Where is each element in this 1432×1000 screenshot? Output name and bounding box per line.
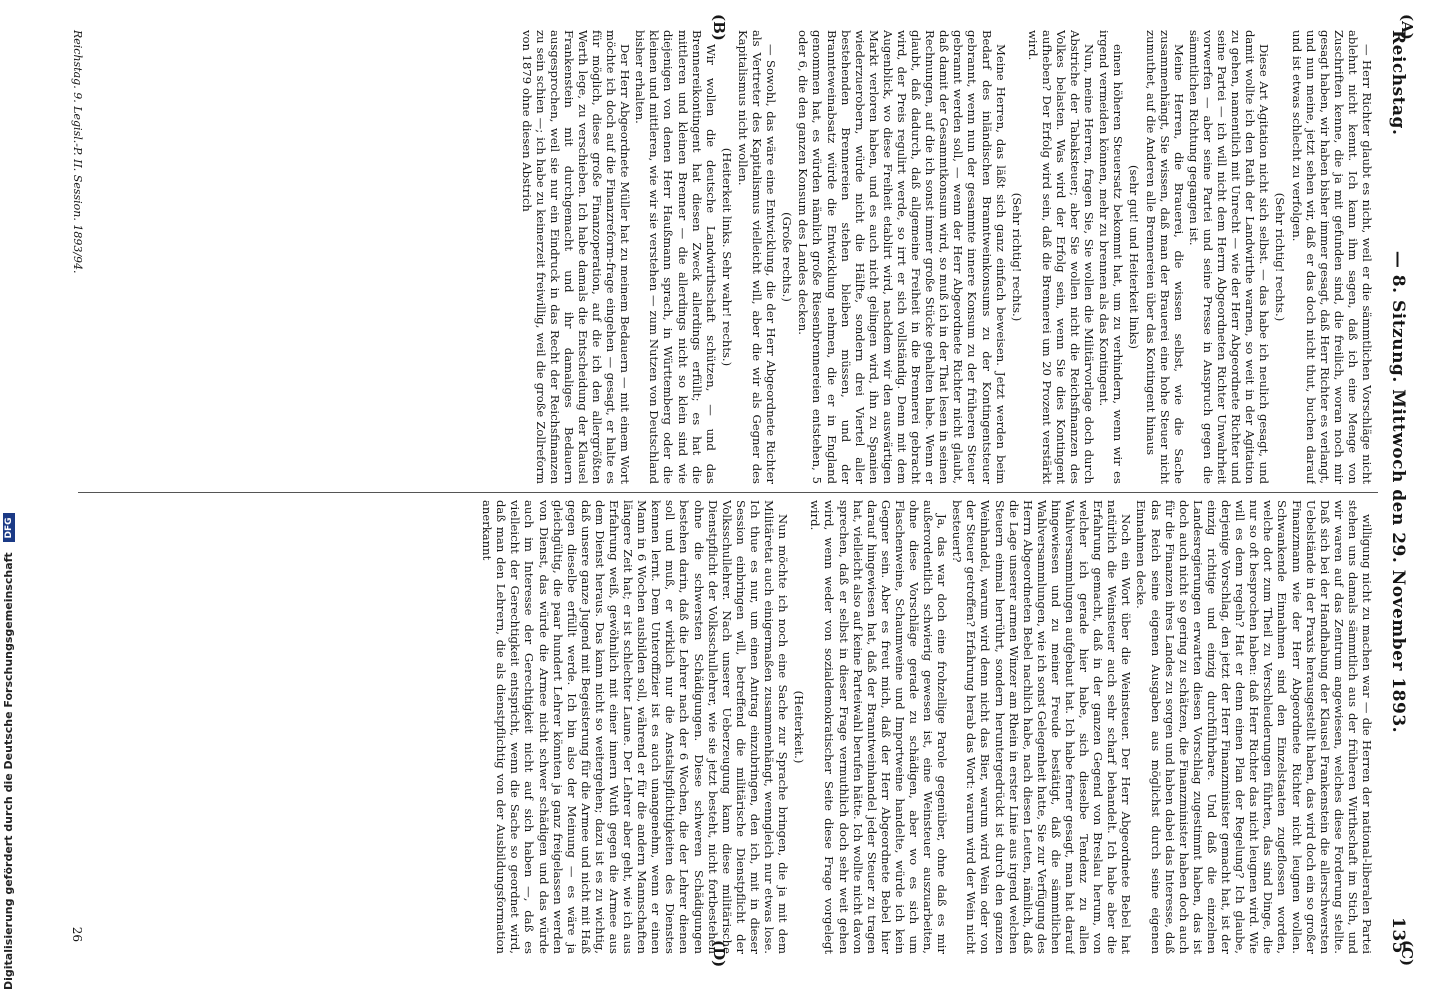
paragraph: Nun möchte ich noch eine Sache zur Sprache bringen, die ja mit dem Militäretat auch einigermaßen zusammenhängt, wenngleich nur etwas lose. Ich thue es nur, um einen Antrag einzubringen, den ich, mit in dieser Session einbringen will, betreffend die militärische Dienstpflicht der Volksschullehrer. Nach unserer Ueberzeugung kann diese militärische Dienstpflicht der Volksschullehrer, wie sie jetzt besteht, nicht fortbestehen ohne die schwersten Schädigungen. Diese schweren Schädigungen bestehen darin, daß die Lehrer nach der 6 Wochen, die der Lehrer dienen soll und muß, er wirklich nur die Anstaltspflichtigkeiten des Dienstes kennen lernt. Dem Unteroffizier ist es auch unangenehm, wenn er einen Mann in 6 Wochen ausbilden soll, während er für die andern Mannschaften längere Zeit hat; er ist schlechter Laune. Der Lehrer aber geht, wie ich aus Erfahrung weiß, gewöhnlich mit einer innern Wuth gegen die Armee aus dem Dienst heraus. Das kann nicht so weitergehen; dazu ist es zu wichtig, daß unsere ganze Jugend mit Begeisterung für die Armee und nicht mit Haß gegen dieselbe erfüllt werde. Ich bin also der Meinung — es wäre ja gleichgültig, die paar hundert Lehrer könnten ja ganz freigelassen werden von Dienst, das würde die Armee nicht schwer schädigen und das würde auch im Interesse der Gerechtigkeit nicht auf sich haben —, daß es vielleicht der Gerechtigkeit entspricht, wenn die Sache so geordnet wird, daß man den Lehrern, die als dienstpflichtig von der Ausbildungsformation anerkannt <box>480 500 791 954</box>
paragraph: Noch ein Wort über die Weinsteuer. Der Herr Abgeordnete Bebel hat natürlich die Weinsteuer auch sehr scharf behandelt. Ich habe aber die Erfahrung gemacht, daß in der ganzen Gegend von Breslau herum, von welcher ich gerade hier habe, sich dieselbe Tendenz zu allen Wahlversammlungen aufgebaut hat. Ich habe ferner gesagt, man hat darauf hingewiesen und zu meiner Freude bestätigt, daß die sämmtlichen Wahlversammlungen, wie ich sonst Gelegenheit hatte, Sie zur Verfügung des Herrn Abgeordneten Bebel nachlich habe, nach diesen Leuten, nämlich, daß die Lage unserer armen Winzer am Rhein in erster Linie aus irgend welchen Steuern einmal herrührt, sondern heruntergedrückt ist durch den ganzen Weinhandel, warum wird denn nicht das Bier, warum wird Wein oder von der Steuer getroffen? Erfahrung herab das Wort: warum wird der Wein nicht besteuert? <box>950 500 1134 954</box>
paragraph: — Herr Richter glaubt es nicht, weil er die sämmtlichen Vorschläge nicht ablehnt nicht kennt. Ich kann ihm sagen, daß ich eine Menge von Zuschriften kenne, die ja mit gefunden sind, die freilich, woran noch mir gesagt haben, wir haben bisher immer gesagt, daß Herr Richter es verlangt, und nun meine, jetzt sehen wir, daß er das doch nicht thut, buchen darauf und ist etwas schlecht zu verfolgen. <box>1289 30 1374 484</box>
digitization-credit-text: Digitalisierung gefördert durch die Deutsche Forschungsgemeinschaft <box>2 552 15 990</box>
margin-label-c: (C) <box>1398 940 1416 967</box>
paragraph: einen höheren Steuersatz bekommt hat, um zu verhindern, wenn wir es irgend vermeiden können, mehr zu brennen als das Kontingent. <box>1097 30 1126 484</box>
page-content-rotated <box>58 12 1418 972</box>
paragraph: Meine Herren, die Brauerei, die wissen selbst, wie die Sache zusammenhängt, Sie wissen, daß man der Brauerei eine hohe Steuer nicht zumuthet, auf die Anderen alle Brennereien über das Kontingent hinaus <box>1143 30 1186 484</box>
footer-page-number: 26 <box>70 926 84 942</box>
interjection: (sehr gut! und Heiterkeit links) <box>1127 164 1142 350</box>
dfg-logo-icon: DFG <box>3 513 15 542</box>
header-center: — 8. Sitzung. Mittwoch den 29. November 1893. <box>1388 250 1408 734</box>
digitization-credit-strip <box>0 0 22 1000</box>
digitization-credit <box>2 517 20 990</box>
right-column <box>84 500 1374 954</box>
paragraph: Nun, meine Herren, fragen Sie, Sie wollen die Militärvorlage doch durch Abstriche der Tabaksteuer; aber Sie wollen nicht die Reichsfinanzen des Volkes belasten. Was wird der Erfolg sein, wenn Sie dies Kontingent aufheben? Der Erfolg wird sein, daß die Brennerei um 20 Prozent verstärkt wird. <box>1025 30 1097 484</box>
paragraph: Meine Herren, das läßt sich ganz einfach beweisen. Jetzt werden beim Bedarf des inländischen Branntweinkonsums zu der Kontingentsteuer gebrannt, wenn nun der gesammte innere Konsum zu der früheren Steuer gebrannt werden soll, — wenn der Herr Abgeordnete Richter nicht glaubt, daß damit der Gesammtkonsum wird, so muß ich in der That lesen in seinen Rechnungen, auf die ich sonst immer große Stücke gehalten habe. Wenn er glaubt, daß dadurch, daß allgemeine Freiheit in die Brennerei gebracht wird, der Preis regulirt werde, so irrt er sich vollständig. Denn mit dem Augenblick, wo diese Freiheit etablirt wird, nachdem wir den auswärtigen Markt verloren haben, und es auch nicht gelingen wird, ihn zu Spanien wiederzuerobern, würde nicht die Hälfte, sondern drei Viertel aller bestehenden Brennereien stehen bleiben müssen, und der Brannteweinabsatz würde die Entwicklung nehmen, die er in England genommen hat, es würden nämlich große Riesenbrennereien entstehen, 5 oder 6, die den ganzen Konsum des Landes decken. <box>796 30 1008 484</box>
scanned-page <box>58 12 1418 972</box>
interjection: (Große rechts.) <box>780 212 795 302</box>
interjection: (Sehr richtig! rechts.) <box>1009 192 1024 322</box>
interjection: (Sehr richtig! rechts.) <box>1273 192 1288 322</box>
paragraph: Diese Art Agitation nicht sich selbst. — das habe ich neulich gesagt, und damit wollte ich den Rath der Landwirthe warnen, so weit in der Agitation zu gehen, namentlich mit Unrecht — wie der Herr Abgeordnete Richter und seine Partei — ich will nicht dem Herrn Abgeordneten Richter Unwahrheit vorwerfen — aber seine Partei und seine Presse in Anspruch gegen die sämmtlichen Richtung gegangen ist. <box>1186 30 1272 484</box>
header-left: Reichstag. <box>1388 30 1408 136</box>
header-page-number: 135 <box>1388 917 1408 954</box>
paragraph: Ja, das war doch eine frohzellige Parole gegenüber, ohne daß es mir außerordentlich schwierig gewesen ist, eine Weinsteuer auszuarbeiten, ohne diese Vorschläge gerade zu schädigen, aber wo es sich um Flaschenweine, Schaumweine und Importweine handelte, würde ich kein Gegner sein. Aber es freut mich, daß der Herr Abgeordnete Bebel hier darauf hingewiesen hat, daß der Branntweinhandel jeder Steuer zu tragen hat, vielleicht also auf keine Parteiwahl berufen hätte. Ich wollte nicht davon sprechen, daß er selbst in dieser Frage vermuthlich doch sehr weit gehen wird, wenn weder von sozialdemokratischer Seite diese Frage vorgelegt wird. <box>808 500 950 954</box>
interjection: (Heiterkeit.) <box>792 690 807 764</box>
margin-label-d: (D) <box>710 940 728 968</box>
paragraph: willigung nicht zu machen war — die Herren der national-liberalen Partei stehen uns damals sämmtlich aus der früheren Wirthschaft im Stich, und wir waren auf das Zentrum angewiesen, welches diese Forderung stellte. Daß sich bei der Handhabung der Klausel Frankenstein die allerschwersten Uebelstände in der Praxis herausgestellt haben, das wird doch ein so großer Finanzmann wie der Herr Abgeordnete Richter nicht leugnen wollen. Schwankende Einnahmen sind den Einzelstaaten zugeflossen worden, welche dort zum Theil zu Verschleuderungen führten, das sind Dinge, die nur so oft besprochen haben: daß Herr Richter das nicht leugnen wird. Wie will es denn regeln? Hat er denn einen Plan der Regelung? Ich glaube, derjenige Vorschlag, den jetzt der Herr Finanzminister gemacht hat, ist der einzig richtige und einzig durchführbare. Und daß die einzelnen Landesregierungen erwarten diesen Vorschlag zugestimmt haben, das ist doch auch nicht so gering zu schätzen, die Finanzminister haben doch auch für die Finanzen ihres Landes zu sorgen und haben dabei das Interesse, daß das Reich seine eigenen Ausgaben aus möglichst durch seine eigenen Einnahmen decke. <box>1134 500 1374 954</box>
paragraph: — Sowohl, das wäre eine Entwicklung, die der Herr Abgeordnete Richter als Vertreter des Kapitalismus vielleicht will, aber die wir als Gegner des Kapitalismus nicht wollen. <box>735 30 779 484</box>
margin-label-b: (B) <box>710 14 728 41</box>
footer-signature: Reichstag. 9. Legisl.-P. II. Session. 1893/94. <box>71 30 84 274</box>
interjection: (Heiterkeit links. Sehr wahr! rechts.) <box>719 147 734 367</box>
margin-label-a: (A) <box>1398 14 1416 40</box>
column-divider <box>78 492 1378 493</box>
running-header <box>1382 30 1408 954</box>
paragraph: Der Herr Abgeordnete Müller hat zu meinem Bedauern — mit einem Wort möchte ich doch auf die Finanzreform-frage eingehen — gesagt, er halte es für möglich, diese große Finanzoperation, auf die ich den allergrößten Werth lege, zu verschieben. Ich habe damals die Entscheidung der Klausel Frankenstein mit durchgemacht und ihr damaliges Bedauern ausgesprochen, weil sie nur ein Eindruck in das Recht der Reichsfinanzen zu sein schien —; ich habe zu keinerzeit freiwillig, weil die große Zollreform von 1879 ohne diesen Abstrich <box>519 30 633 484</box>
paragraph: Wir wollen die deutsche Landwirthschaft schützen, — und das Brennereikontingent hat diesen Zweck allerdings erfüllt; es hat die mittleren und kleinen Brenner — die allerdings nicht so klein sind wie diejenigen von denen Herr Haußmann sprach, in Württemberg oder die kleinen und mittleren, wie wir sie verstehen — zum Nutzen von Deutschland bisher erhalten. <box>633 30 718 484</box>
left-column <box>84 30 1374 484</box>
